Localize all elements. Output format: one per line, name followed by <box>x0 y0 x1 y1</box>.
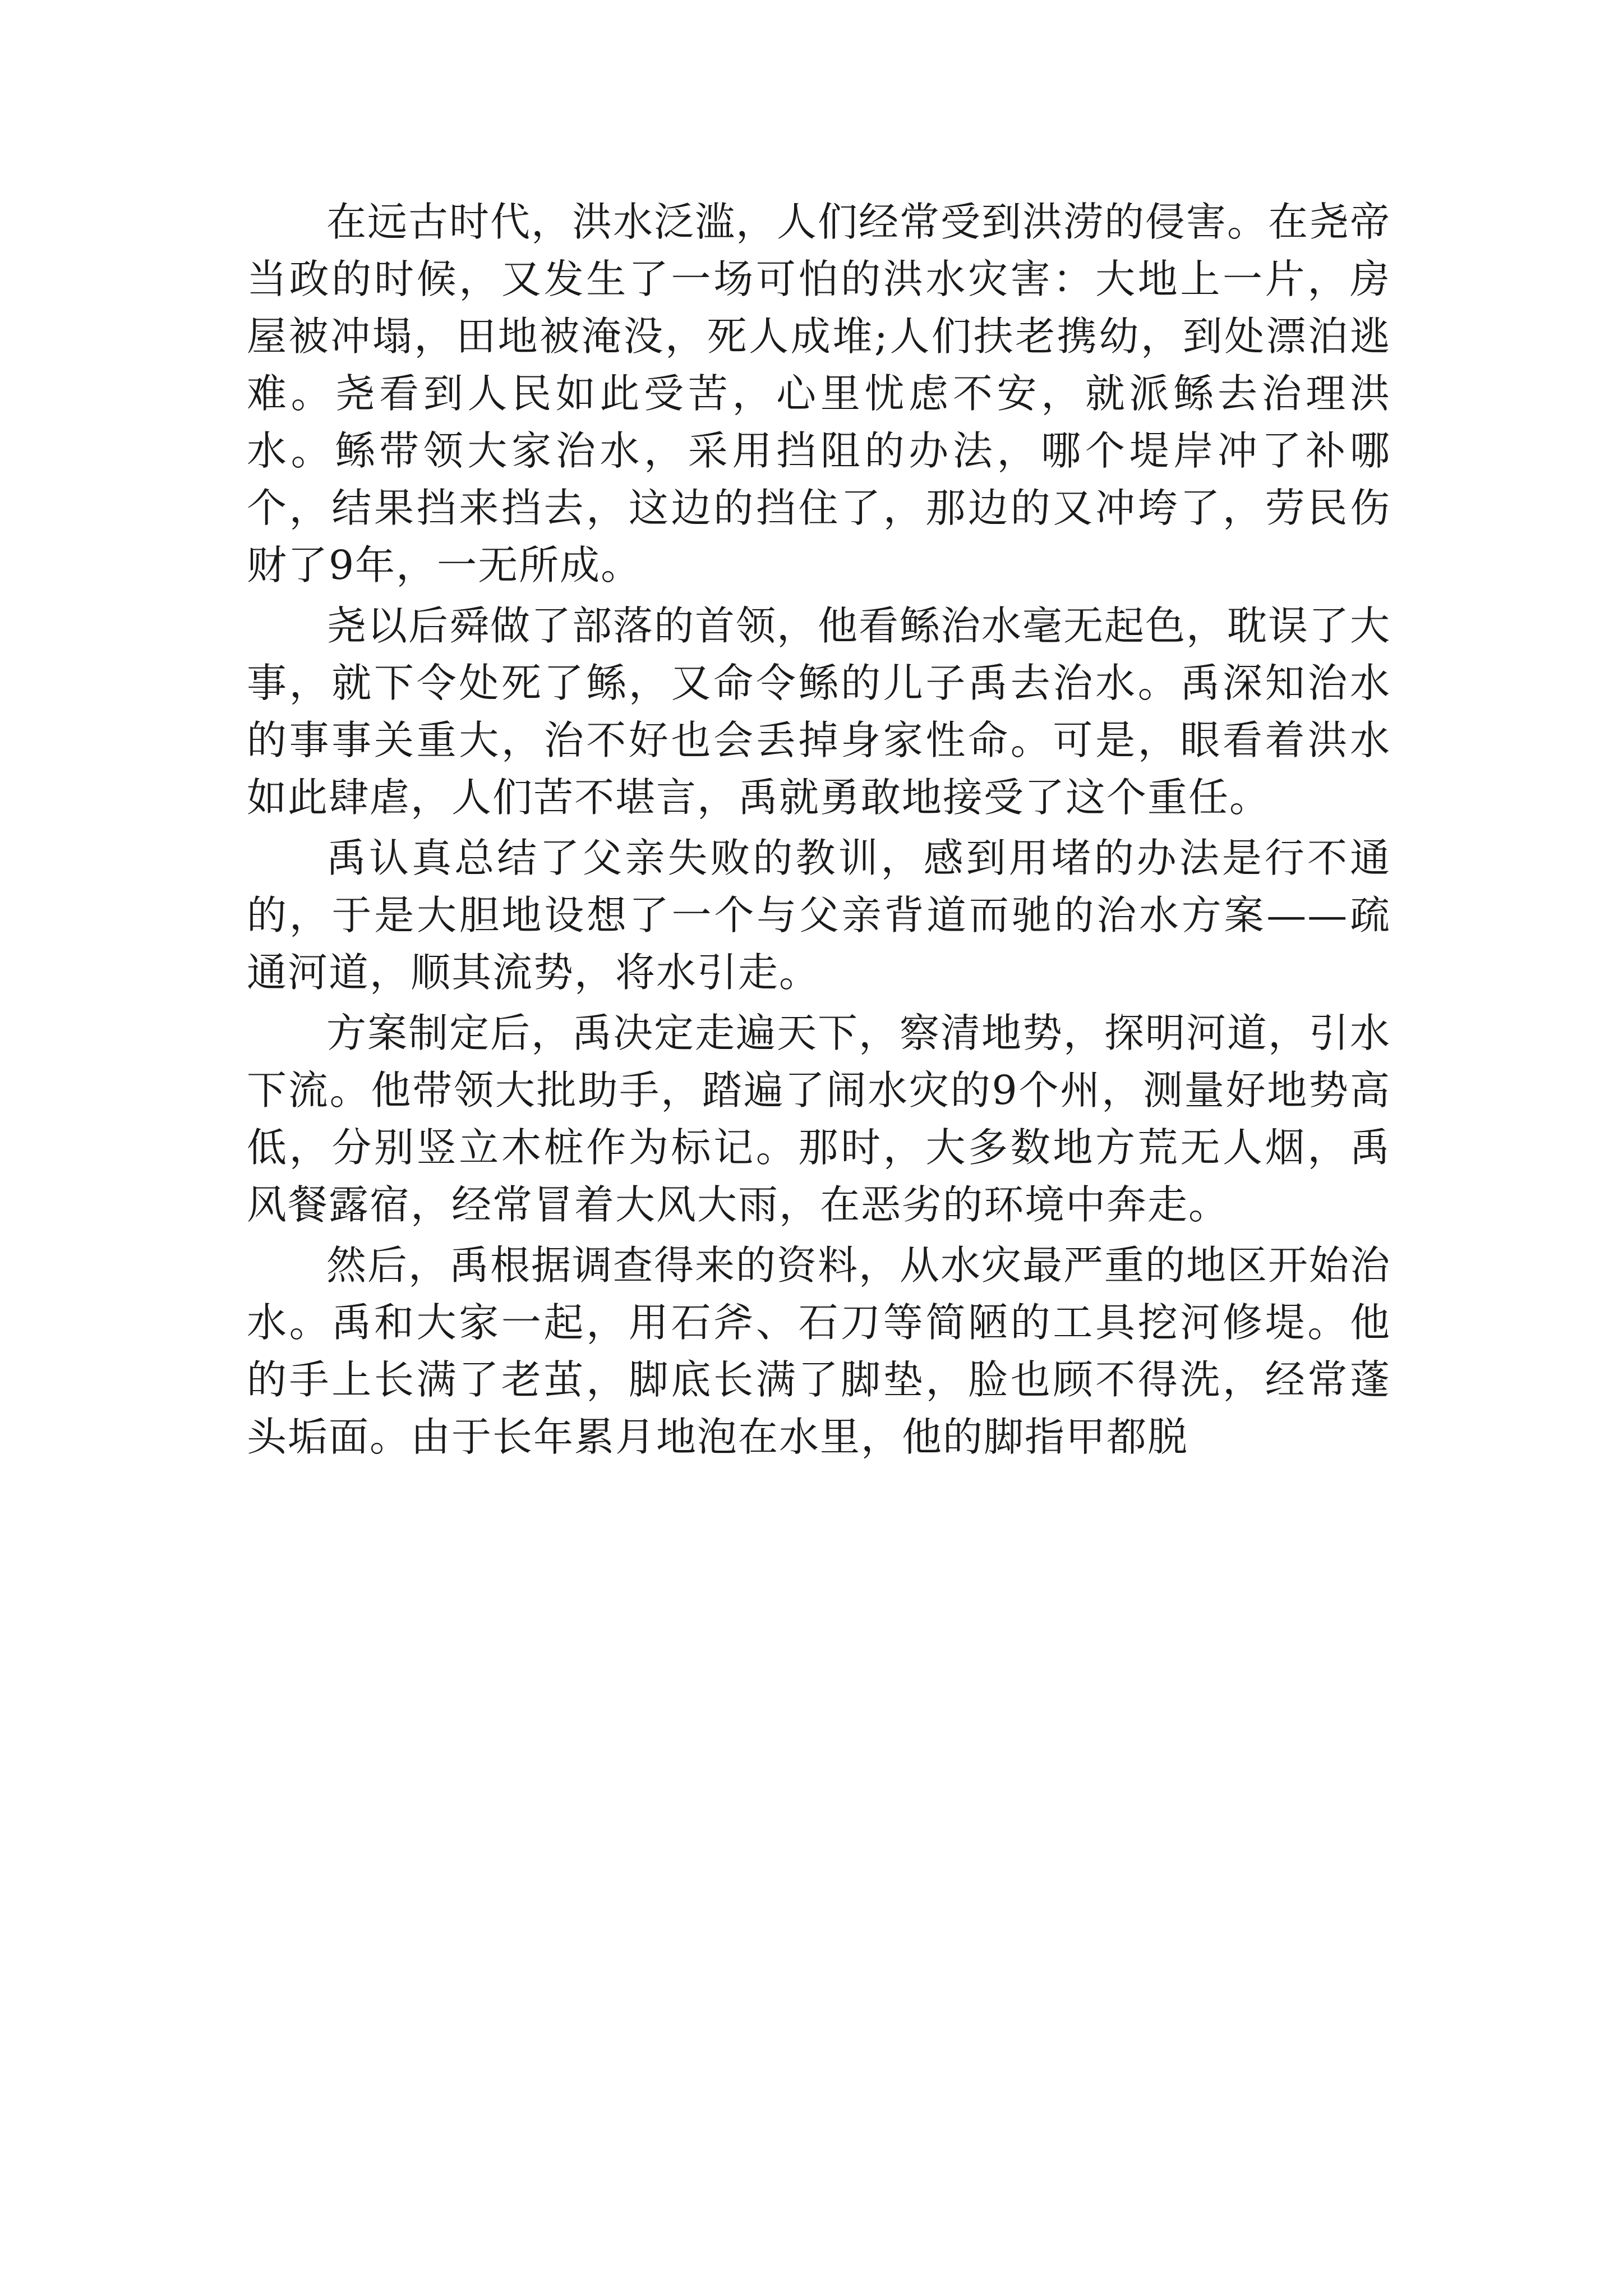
paragraph-4: 方案制定后，禹决定走遍天下，察清地势，探明河道，引水下流。他带领大批助手，踏遍了闹水灾的9个州，测量好地势高低，分别竖立木桩作为标记。那时，大多数地方荒无人烟，禹风餐露宿，经常冒着大风大雨，在恶劣的环境中奔走。 <box>247 1010 1391 1228</box>
body-text <box>247 194 1391 1469</box>
paragraph-1: 在远古时代，洪水泛滥，人们经常受到洪涝的侵害。在尧帝当政的时候，又发生了一场可怕的洪水灾害：大地上一片，房屋被冲塌，田地被淹没，死人成堆;人们扶老携幼，到处漂泊逃难。尧看到人民如此受苦，心里忧虑不安，就派鲧去治理洪水。鲧带领大家治水，采用挡阻的办法，哪个堤岸冲了补哪个，结果挡来挡去，这边的挡住了，那边的又冲垮了，劳民伤财了9年，一无所成。 <box>247 199 1391 588</box>
paragraph-5: 然后，禹根据调查得来的资料，从水灾最严重的地区开始治水。禹和大家一起，用石斧、石刀等简陋的工具挖河修堤。他的手上长满了老茧，脚底长满了脚垫，脸也顾不得洗，经常蓬头垢面。由于长年累月地泡在水里，他的脚指甲都脱 <box>247 1242 1391 1460</box>
paragraph-3: 禹认真总结了父亲失败的教训，感到用堵的办法是行不通的，于是大胆地设想了一个与父亲背道而驰的治水方案——疏通河道，顺其流势，将水引走。 <box>247 835 1391 996</box>
paragraph-2: 尧以后舜做了部落的首领，他看鲧治水毫无起色，耽误了大事，就下令处死了鲧，又命令鲧的儿子禹去治水。禹深知治水的事事关重大，治不好也会丢掉身家性命。可是，眼看着洪水如此肆虐，人们苦不堪言，禹就勇敢地接受了这个重任。 <box>247 602 1391 821</box>
